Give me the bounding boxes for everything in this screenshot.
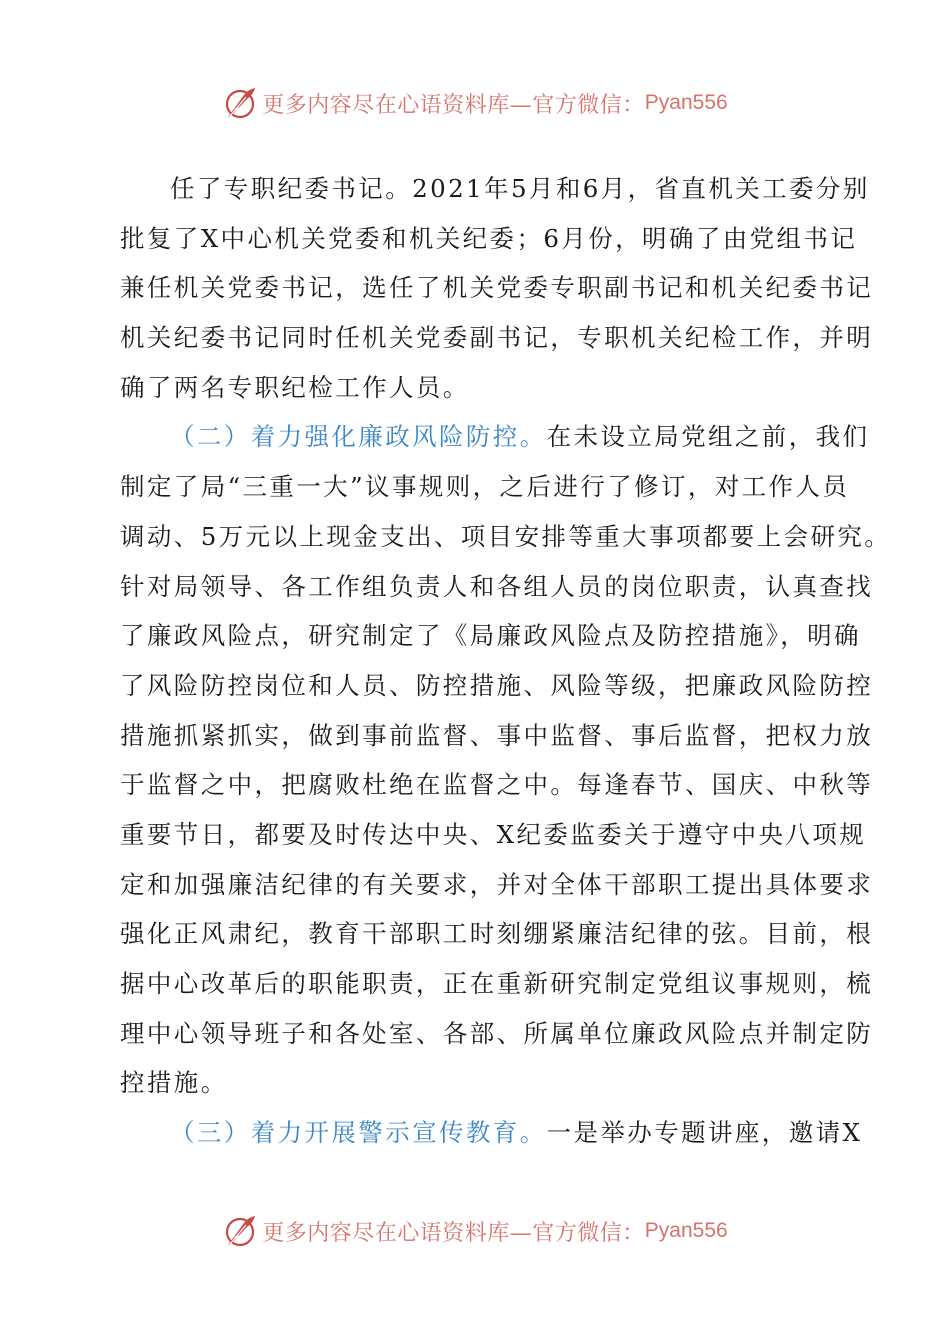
text-line: 调动、5万元以上现金支出、项目安排等重大事项都要上会研究。 bbox=[120, 521, 892, 551]
footer-banner bbox=[0, 1211, 950, 1251]
text-run: 在未设立局党组之前，我们 bbox=[546, 422, 870, 452]
banner-wechat-id: Pyan556 bbox=[644, 1219, 728, 1242]
banner-text: 更多内容尽在心语资料库—官方微信： bbox=[262, 1220, 645, 1246]
quill-pen-logo-icon bbox=[222, 85, 258, 121]
text-line: 据中心改革后的职能职责，正在重新研究制定党组议事规则，梳 bbox=[120, 969, 874, 998]
text-line: 批复了X中心机关党委和机关纪委；6月份，明确了由党组书记 bbox=[120, 223, 858, 253]
banner-text: 更多内容尽在心语资料库—官方微信： bbox=[262, 92, 645, 118]
text-line: 兼任机关党委书记，选任了机关党委专职副书记和机关纪委书记 bbox=[120, 273, 874, 303]
text-line: 理中心领导班子和各处室、各部、所属单位廉政风险点并制定防 bbox=[120, 1018, 874, 1048]
text-line: 制定了局“三重一大”议事规则，之后进行了修订，对工作人员 bbox=[120, 472, 850, 502]
text-line: 重要节日，都要及时传达中央、X纪委监委关于遵守中央八项规 bbox=[120, 819, 867, 849]
quill-pen-logo-icon bbox=[222, 1213, 258, 1249]
text-line: 针对局领导、各工作组负责人和各组人员的岗位职责，认真查找 bbox=[120, 571, 874, 601]
text-line: 措施抓紧抓实，做到事前监督、事中监督、事后监督，把权力放 bbox=[120, 720, 874, 750]
banner-wechat-id: Pyan556 bbox=[644, 91, 728, 114]
text-line: 了廉政风险点，研究制定了《局廉政风险点及防控措施》，明确 bbox=[120, 621, 861, 651]
text-line: 任了专职纪委书记。2021年5月和6月，省直机关工委分别 bbox=[170, 174, 870, 203]
text-line: 机关纪委书记同时任机关党委副书记，专职机关纪检工作，并明 bbox=[120, 323, 874, 353]
document-body bbox=[120, 164, 892, 1158]
header-banner bbox=[0, 83, 950, 123]
text-line: 了风险防控岗位和人员、防控措施、风险等级，把廉政风险防控 bbox=[120, 670, 874, 700]
section-heading-2: （二）着力强化廉政风险防控。 bbox=[170, 422, 547, 452]
text-line: 确了两名专职纪检工作人员。 bbox=[120, 372, 470, 402]
paragraph-first-line bbox=[120, 412, 870, 462]
text-run: 一是举办专题讲座，邀请X bbox=[546, 1118, 863, 1148]
paragraph-first-line bbox=[120, 1108, 863, 1158]
text-line: 强化正风肃纪，教育干部职工时刻绷紧廉洁纪律的弦。目前，根 bbox=[120, 919, 874, 949]
section-heading-3: （三）着力开展警示宣传教育。 bbox=[170, 1118, 547, 1148]
text-line: 定和加强廉洁纪律的有关要求，并对全体干部职工提出具体要求 bbox=[120, 869, 874, 899]
text-line: 于监督之中，把腐败杜绝在监督之中。每逢春节、国庆、中秋等 bbox=[120, 770, 874, 800]
text-line: 控措施。 bbox=[120, 1068, 228, 1098]
